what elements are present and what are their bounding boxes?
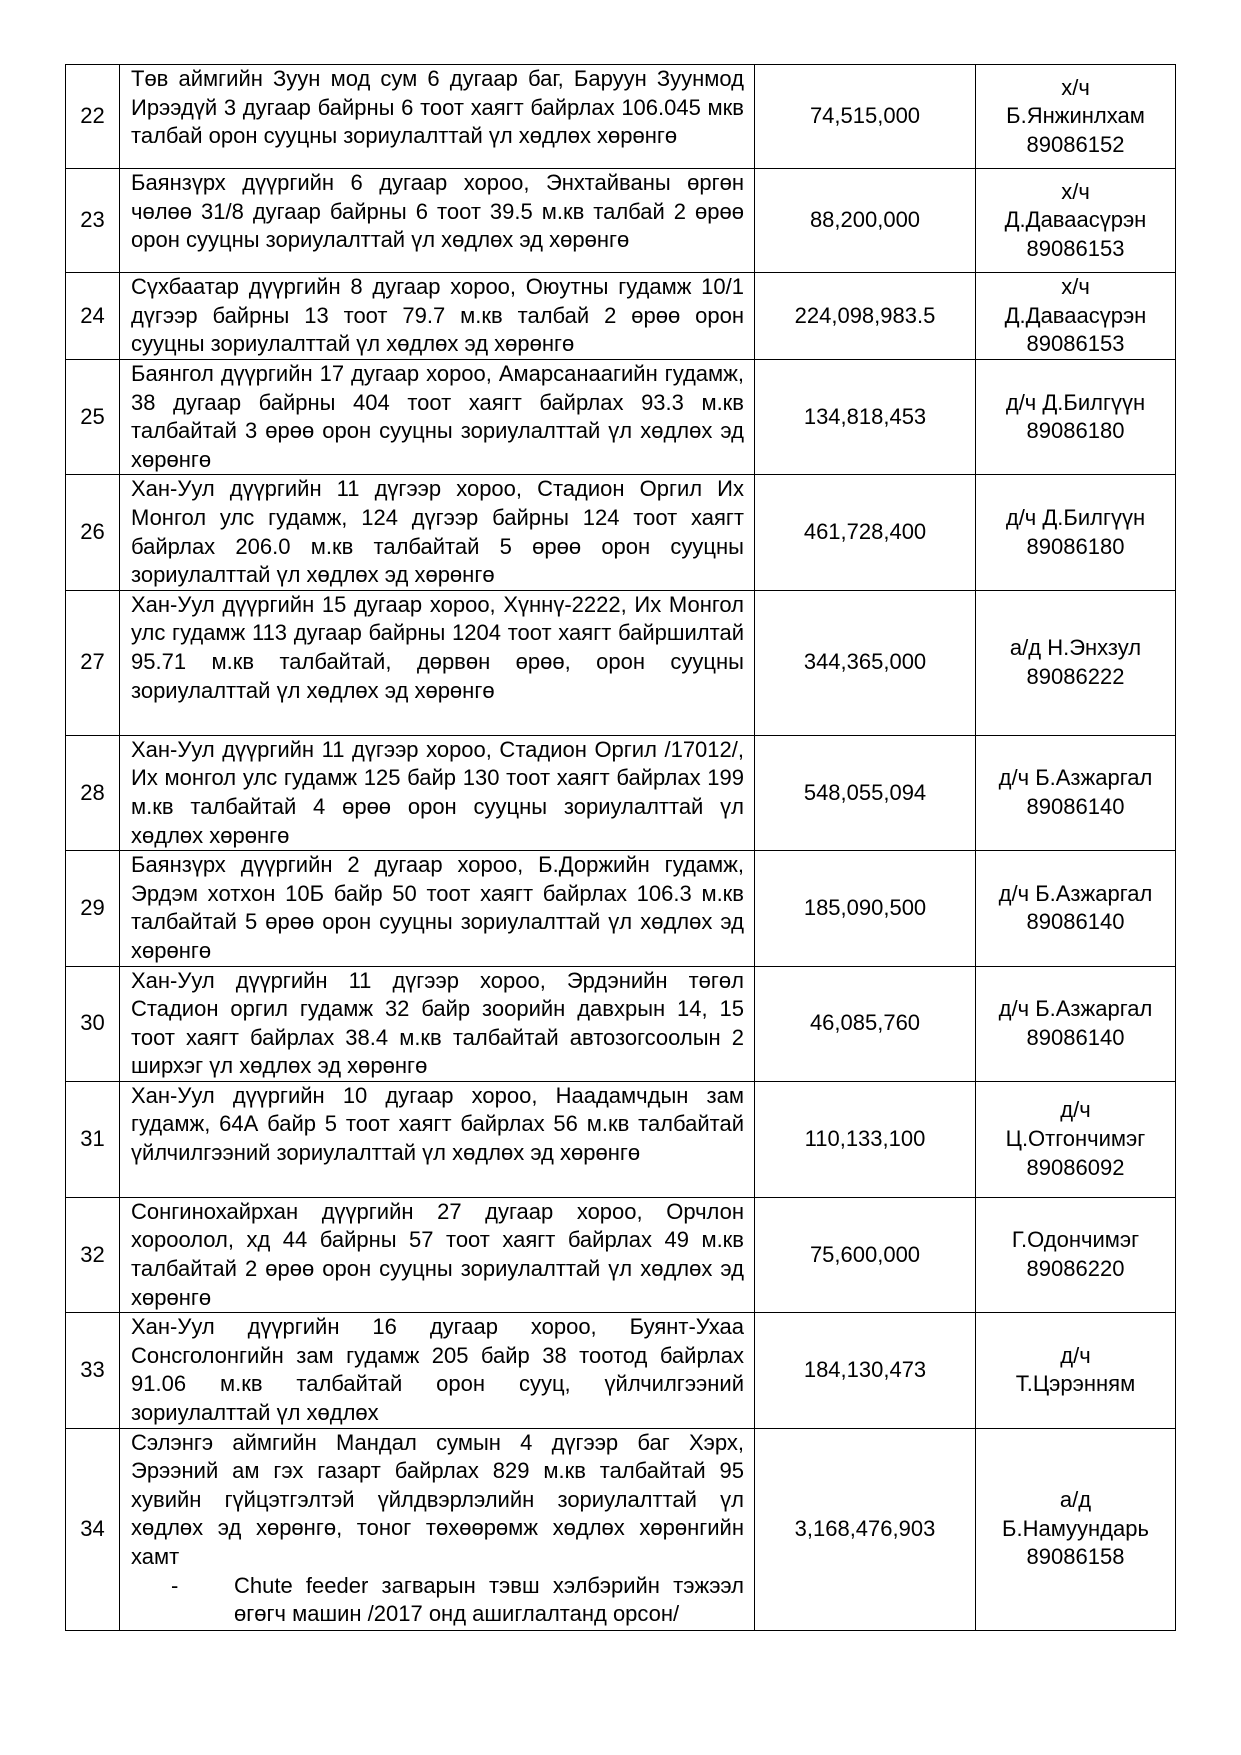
row-contact — [976, 590, 1176, 735]
row-price: 3,168,476,903 — [755, 1428, 976, 1630]
description-text: Баянгол дүүргийн 17 дугаар хороо, Амарсанаагийн гудамж, 38 дугаар байрны 404 тоот хаягт байрлах 93.3 м.кв талбайтай 3 өрөө орон сууцны зориулалттай үл хөдлөх эд хөрөнгө — [131, 361, 744, 472]
row-number: 30 — [66, 966, 120, 1081]
contact-line: 89086158 — [1026, 1544, 1125, 1570]
row-price: 461,728,400 — [755, 475, 976, 590]
contact-line: д/ч Б.Азжаргал — [998, 765, 1153, 791]
row-description — [120, 1081, 755, 1197]
contact-line: д/ч Б.Азжаргал — [998, 880, 1153, 906]
description-text: Төв аймгийн Зуун мод сум 6 дугаар баг, Баруун Зуунмод Ирээдүй 3 дугаар байрны 6 тоот хаягт байрлах 106.045 мкв талбай орон сууцны зориулалттай үл хөдлөх хөрөнгө — [131, 66, 744, 149]
row-number: 29 — [66, 851, 120, 966]
row-price: 110,133,100 — [755, 1081, 976, 1197]
table-row — [66, 1197, 1176, 1312]
contact-line: Д.Даваасүрэн — [1004, 207, 1147, 233]
row-contact — [976, 273, 1176, 360]
row-number: 33 — [66, 1313, 120, 1428]
contact-line: 89086220 — [1026, 1256, 1125, 1282]
description-text: Хан-Уул дүүргийн 11 дүгээр хороо, Эрдэнийн төгөл Стадион оргил гудамж 32 байр зоорийн давхрын 14, 15 тоот хаягт байрлах 38.4 м.кв талбайтай автозогсоолын 2 ширхэг үл хөдлөх эд хөрөнгө — [131, 967, 744, 1079]
row-price: 224,098,983.5 — [755, 273, 976, 360]
contact-line: х/ч — [1061, 74, 1090, 100]
row-number: 34 — [66, 1428, 120, 1630]
row-price: 344,365,000 — [755, 590, 976, 735]
row-contact — [976, 1428, 1176, 1630]
row-price: 46,085,760 — [755, 966, 976, 1081]
description-text: Хан-Уул дүүргийн 11 дүгээр хороо, Стадион Оргил /17012/, Их монгол улс гудамж 125 байр 130 тоот хаягт байрлах 199 м.кв талбайтай 4 өрөө орон сууцны зориулалттай үл хөдлөх хөрөнгө — [131, 736, 744, 848]
contact-line: д/ч Д.Билгүүн — [1005, 389, 1146, 415]
description-text: Хан-Уул дүүргийн 11 дүгээр хороо, Стадион Оргил Их Монгол улс гудамж, 124 дүгээр байрны 124 тоот хаягт байрлах 206.0 м.кв талбайтай 5 өрөө орон сууцны зориулалттай үл хөдлөх эд хөрөнгө — [131, 476, 744, 588]
asset-table — [65, 64, 1176, 1631]
row-number: 32 — [66, 1197, 120, 1312]
contact-line: Т.Цэрэнням — [1015, 1371, 1136, 1397]
sub-item — [131, 1572, 744, 1629]
contact-line: д/ч Б.Азжаргал — [998, 996, 1153, 1022]
description-text: Баянзүрх дүүргийн 6 дугаар хороо, Энхтайваны өргөн чөлөө 31/8 дугаар байрны 6 тоот 39.5 м.кв талбай 2 өрөө орон сууцны зориулалттай үл хөдлөх эд хөрөнгө — [131, 170, 744, 253]
contact-line: 89086180 — [1026, 418, 1125, 444]
description-text: Баянзүрх дүүргийн 2 дугаар хороо, Б.Доржийн гудамж, Эрдэм хотхон 10Б байр 50 тоот хаягт байрлах 106.3 м.кв талбайтай 5 өрөө орон сууцны зориулалттай үл хөдлөх эд хөрөнгө — [131, 852, 744, 963]
contact-line: а/д — [1059, 1487, 1092, 1513]
table-row — [66, 1313, 1176, 1428]
contact-line: д/ч Д.Билгүүн — [1005, 504, 1146, 530]
table-row — [66, 590, 1176, 735]
row-contact — [976, 1313, 1176, 1428]
row-number: 31 — [66, 1081, 120, 1197]
contact-line: Г.Одончимэг — [1011, 1227, 1140, 1253]
description-text: Сонгинохайрхан дүүргийн 27 дугаар хороо, Орчлон хороолол, хд 44 байрны 57 тоот хаягт байрлах 49 м.кв талбайтай 2 өрөө орон сууцны зориулалттай үл хөдлөх эд хөрөнгө — [131, 1198, 744, 1310]
contact-line: 89086152 — [1026, 131, 1125, 157]
row-price: 134,818,453 — [755, 360, 976, 475]
row-number: 27 — [66, 590, 120, 735]
contact-line: 89086140 — [1026, 909, 1125, 935]
row-description — [120, 851, 755, 966]
contact-line: д/ч — [1060, 1342, 1091, 1368]
contact-line: д/ч — [1060, 1097, 1091, 1123]
contact-line: Б.Намуундарь — [1002, 1515, 1149, 1541]
table-row — [66, 851, 1176, 966]
contact-line: х/ч — [1061, 178, 1090, 204]
row-description — [120, 1313, 755, 1428]
table-row — [66, 1081, 1176, 1197]
row-number: 28 — [66, 735, 120, 850]
row-description — [120, 169, 755, 273]
row-number: 26 — [66, 475, 120, 590]
row-number: 24 — [66, 273, 120, 360]
row-price: 548,055,094 — [755, 735, 976, 850]
table-row — [66, 360, 1176, 475]
row-contact — [976, 169, 1176, 273]
table-row — [66, 65, 1176, 169]
description-text: Хан-Уул дүүргийн 10 дугаар хороо, Наадамчдын зам гудамж, 64А байр 5 тоот хаягт байрлах 56 м.кв талбайтай үйлчилгээний зориулалттай үл хөдлөх эд хөрөнгө — [131, 1082, 744, 1166]
table-row — [66, 966, 1176, 1081]
row-contact — [976, 851, 1176, 966]
row-number: 25 — [66, 360, 120, 475]
bullet-dash: - — [171, 1572, 179, 1598]
row-contact — [976, 966, 1176, 1081]
contact-line: 89086222 — [1026, 663, 1125, 689]
row-number: 23 — [66, 169, 120, 273]
row-description — [120, 966, 755, 1081]
row-price: 75,600,000 — [755, 1197, 976, 1312]
table-row — [66, 735, 1176, 850]
contact-line: 89086140 — [1026, 1024, 1125, 1050]
row-contact — [976, 360, 1176, 475]
row-description — [120, 273, 755, 360]
table-row — [66, 273, 1176, 360]
row-number: 22 — [66, 65, 120, 169]
contact-line: 89086140 — [1026, 793, 1125, 819]
row-description — [120, 1428, 755, 1630]
contact-line: а/д Н.Энхзул — [1009, 635, 1142, 661]
row-contact — [976, 475, 1176, 590]
asset-table-body — [66, 65, 1176, 1631]
contact-line: 89086180 — [1026, 533, 1125, 559]
table-row — [66, 475, 1176, 590]
description-text: Хан-Уул дүүргийн 15 дугаар хороо, Хүннү-2222, Их Монгол улс гудамж 113 дугаар байрны 1204 тоот хаягт байршилтай 95.71 м.кв талбайтай, дөрвөн өрөө, орон сууцны зориулалттай үл хөдлөх эд хөрөнгө — [131, 591, 744, 703]
sub-item-text: Chute feeder загварын тэвш хэлбэрийн тэжээл өгөгч машин /2017 онд ашиглалтанд орсон/ — [234, 1572, 744, 1627]
table-row — [66, 1428, 1176, 1630]
row-price: 74,515,000 — [755, 65, 976, 169]
contact-line: Ц.Отгончимэг — [1005, 1126, 1146, 1152]
row-price: 185,090,500 — [755, 851, 976, 966]
row-description — [120, 1197, 755, 1312]
contact-line: Б.Янжинлхам — [1006, 103, 1145, 129]
row-description — [120, 360, 755, 475]
description-text: Хан-Уул дүүргийн 16 дугаар хороо, Буянт-Ухаа Сонсголонгийн зам гудамж 205 байр 38 тоотод байрлах 91.06 м.кв талбайтай орон сууц, үйлчилгээний зориулалттай үл хөдлөх — [131, 1314, 744, 1426]
row-price: 88,200,000 — [755, 169, 976, 273]
row-description — [120, 590, 755, 735]
description-text: Сэлэнгэ аймгийн Мандал сумын 4 дүгээр баг Хэрх, Эрээний ам гэх газарт байрлах 829 м.кв талбайтай 95 хувийн гүйцэтгэлтэй үйлдвэрлэлийн зориулалттай үл хөдлөх эд хөрөнгө, тоног төхөөрөмж хөдлөх хөрөнгийн хамт — [131, 1429, 744, 1569]
description-text: Сүхбаатар дүүргийн 8 дугаар хороо, Оюутны гудамж 10/1 дүгээр байрны 13 тоот 79.7 м.кв талбай 2 өрөө орон сууцны зориулалттай үл хөдлөх эд хөрөнгө — [131, 274, 744, 357]
contact-line: Д.Даваасүрэн — [1004, 302, 1147, 328]
row-description — [120, 65, 755, 169]
row-contact — [976, 1081, 1176, 1197]
contact-line: 89086153 — [1026, 235, 1125, 261]
contact-line: 89086092 — [1026, 1154, 1125, 1180]
row-description — [120, 475, 755, 590]
contact-line: х/ч — [1061, 274, 1090, 300]
row-description — [120, 735, 755, 850]
row-contact — [976, 65, 1176, 169]
contact-line: 89086153 — [1026, 331, 1125, 357]
table-row — [66, 169, 1176, 273]
row-contact — [976, 1197, 1176, 1312]
row-contact — [976, 735, 1176, 850]
row-price: 184,130,473 — [755, 1313, 976, 1428]
